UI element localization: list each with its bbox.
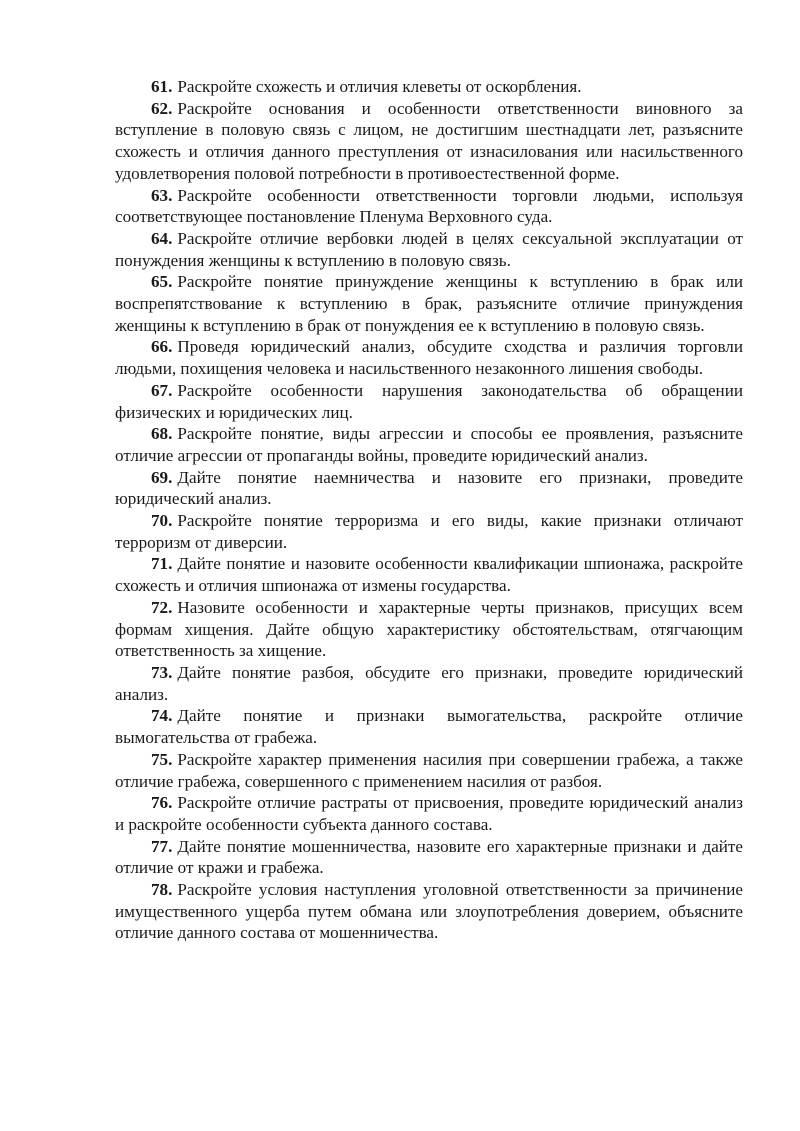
question-text: Дайте понятие разбоя, обсудите его признаки, проведите юридический анализ. bbox=[115, 662, 743, 704]
document-page bbox=[115, 76, 743, 944]
question-67 bbox=[115, 380, 743, 423]
question-69 bbox=[115, 467, 743, 510]
question-text: Дайте понятие мошенничества, назовите его характерные признаки и дайте отличие от кражи и грабежа. bbox=[115, 836, 743, 878]
question-text: Дайте понятие и признаки вымогательства, раскройте отличие вымогательства от грабежа. bbox=[115, 706, 743, 748]
question-number: 76. bbox=[151, 793, 173, 813]
question-number: 77. bbox=[151, 836, 173, 856]
question-text: Раскройте понятие терроризма и его виды, какие признаки отличают терроризм от диверсии. bbox=[115, 511, 743, 552]
question-text: Дайте понятие наемничества и назовите его признаки, проведите юридический анализ. bbox=[115, 467, 743, 509]
question-text: Раскройте особенности нарушения законодательства об обращении физических и юридических лиц. bbox=[115, 380, 743, 422]
question-number: 64. bbox=[151, 228, 173, 248]
question-number: 66. bbox=[151, 337, 173, 357]
question-text: Дайте понятие и назовите особенности квалификации шпионажа, раскройте схожесть и отличия шпионажа от измены государства. bbox=[115, 554, 743, 596]
question-70 bbox=[115, 510, 743, 553]
question-text: Раскройте условия наступления уголовной ответственности за причинение имущественного ущерба путем обмана или злоупотребления доверием, объясните отличие данного состава от мошенничества. bbox=[115, 880, 743, 943]
question-75 bbox=[115, 749, 743, 792]
question-text: Раскройте отличие вербовки людей в целях сексуальной эксплуатации от понуждения женщины к вступлению в половую связь. bbox=[115, 228, 743, 270]
question-text: Проведя юридический анализ, обсудите сходства и различия торговли людьми, похищения человека и насильственного незаконного лишения свободы. bbox=[115, 337, 743, 379]
question-number: 67. bbox=[151, 380, 173, 400]
question-text: Раскройте схожесть и отличия клеветы от оскорбления. bbox=[177, 77, 582, 96]
question-text: Раскройте понятие, виды агрессии и способы ее проявления, разъясните отличие агрессии от пропаганды войны, проведите юридический анализ. bbox=[115, 424, 743, 465]
question-text: Раскройте характер применения насилия при совершении грабежа, а также отличие грабежа, совершенного с применением насилия от разбоя. bbox=[115, 749, 743, 791]
question-66 bbox=[115, 336, 743, 379]
question-number: 74. bbox=[151, 706, 173, 726]
question-61 bbox=[115, 76, 743, 98]
question-number: 61. bbox=[151, 77, 173, 96]
question-73 bbox=[115, 662, 743, 705]
question-text: Назовите особенности и характерные черты признаков, присущих всем формам хищения. Дайте общую характеристику обстоятельствам, отягчающим ответственность за хищение. bbox=[115, 597, 743, 661]
question-number: 70. bbox=[151, 511, 173, 531]
question-number: 68. bbox=[151, 424, 173, 444]
question-72 bbox=[115, 597, 743, 662]
question-number: 73. bbox=[151, 662, 173, 682]
question-number: 69. bbox=[151, 467, 173, 487]
question-77 bbox=[115, 836, 743, 879]
question-number: 63. bbox=[151, 185, 173, 205]
question-text: Раскройте особенности ответственности торговли людьми, используя соответствующее постановление Пленума Верховного суда. bbox=[115, 185, 743, 227]
question-number: 75. bbox=[151, 749, 173, 769]
question-number: 72. bbox=[151, 597, 173, 617]
question-63 bbox=[115, 185, 743, 228]
question-68 bbox=[115, 423, 743, 466]
question-number: 71. bbox=[151, 554, 173, 574]
question-78 bbox=[115, 879, 743, 944]
question-74 bbox=[115, 705, 743, 748]
question-number: 78. bbox=[151, 880, 173, 900]
question-62 bbox=[115, 98, 743, 185]
question-text: Раскройте основания и особенности ответственности виновного за вступление в половую связь с лицом, не достигшим шестнадцати лет, разъясните схожесть и отличия данного преступления от изнасилования или насильственного удовлетворения половой потребности в противоестественной форме. bbox=[115, 98, 743, 183]
question-number: 65. bbox=[151, 272, 173, 292]
question-65 bbox=[115, 271, 743, 336]
question-71 bbox=[115, 553, 743, 596]
question-76 bbox=[115, 792, 743, 835]
question-64 bbox=[115, 228, 743, 271]
question-number: 62. bbox=[151, 98, 173, 118]
question-text: Раскройте отличие растраты от присвоения, проведите юридический анализ и раскройте особенности субъекта данного состава. bbox=[115, 793, 743, 834]
question-text: Раскройте понятие принуждение женщины к вступлению в брак или воспрепятствование к вступлению в брак, разъясните отличие принуждения женщины к вступлению в брак от понуждения ее к вступлению в половую связь. bbox=[115, 272, 743, 335]
